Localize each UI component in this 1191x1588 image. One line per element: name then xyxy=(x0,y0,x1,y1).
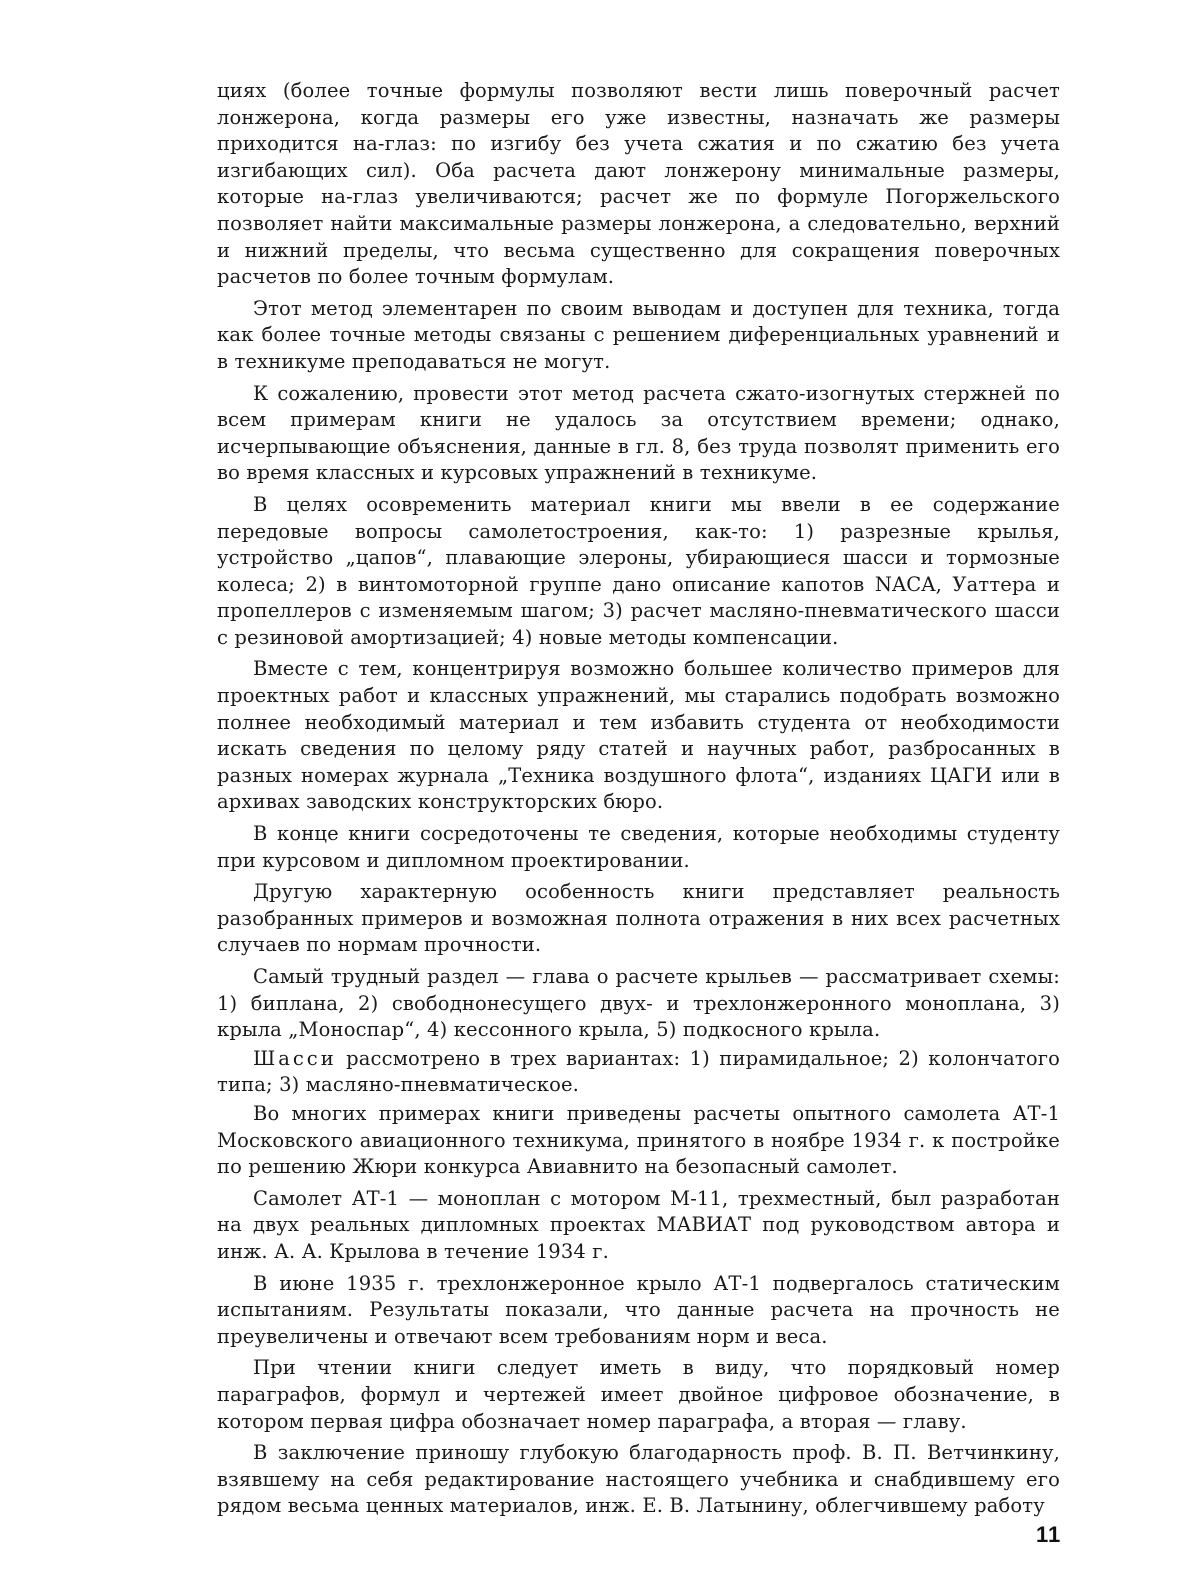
page-number: 11 xyxy=(1036,1522,1062,1547)
spaced-word: Шасси xyxy=(253,1046,337,1070)
paragraph-regret: К сожалению, провести этот метод расчета сжато-изогнутых стержней по всем примерам книги не удалось за отсутствием времени; однако, исчерпывающие объяснения, данные в гл. 8, без труда позволят применить его во время классных и курсовых упражнений в техникуме. xyxy=(217,381,1060,485)
paragraph-end-of-book: В конце книги сосредоточены те сведения, которые необходимы студенту при курсовом и дипломном проектировании. xyxy=(217,822,1060,872)
paragraph-acknowledgement: В заключение приношу глубокую благодарность проф. В. П. Ветчинкину, взявшему на себя редактирование настоящего учебника и снабдившему его рядом весьма ценных материалов, инж. Е. В. Латынину, облегчившему работу xyxy=(217,1441,1060,1518)
paragraph-modernization: В целях осовременить материал книги мы ввели в ее содержание передовые вопросы самолетостроения, как-то: 1) разрезные крылья, устройство „цапов“, плавающие элероны, убирающиеся шасси и тормозные колеса; 2) в винтомоторной группе дано описание капотов NACA, Уаттера и пропеллеров с изменяемым шагом; 3) расчет масляно-пневматического шасси с резиновой амортизацией; 4) новые методы компенсации. xyxy=(217,492,1060,649)
page-body xyxy=(217,78,1060,1525)
paragraph-tests: В июне 1935 г. трехлонжеронное крыло АТ-1 подвергалось статическим испытаниям. Результаты показали, что данные расчета на прочность не преувеличены и отвечают всем требованиям норм и веса. xyxy=(217,1271,1060,1348)
paragraph-at1-plane: Самолет АТ-1 — моноплан с мотором М-11, трехместный, был разработан на двух реальных дипломных проектах МАВИАТ под руководством автора и инж. А. А. Крылова в течение 1934 г. xyxy=(217,1186,1060,1263)
paragraph-method: Этот метод элементарен по своим выводам и доступен для техника, тогда как более точные методы связаны с решением диференциальных уравнений и в техникуме преподаваться не могут. xyxy=(217,296,1060,373)
paragraph-landing-gear-text: рассмотрено в трех вариантах: 1) пирамидальное; 2) колончатого типа; 3) масляно-пневматическое. xyxy=(217,1046,1060,1097)
paragraph-wings: Самый трудный раздел — глава о расчете крыльев — рассматривает схемы: 1) биплана, 2) свободнонесущего двух- и трехлонжеронного моноплана, 3) крыла „Моноспар“, 4) кессонного крыла, 5) подкосного крыла. xyxy=(217,965,1060,1042)
paragraph-numbering: При чтении книги следует иметь в виду, что порядковый номер параграфов, формул и чертежей имеет двойное цифровое обозначение, в котором первая цифра обозначает номер параграфа, а вторая — главу. xyxy=(217,1356,1060,1433)
paragraph-at1-examples: Во многих примерах книги приведены расчеты опытного самолета АТ-1 Московского авиационного техникума, принятого в ноябре 1934 г. к постройке по решению Жюри конкурса Авиавнито на безопасный самолет. xyxy=(217,1101,1060,1179)
paragraph-landing-gear xyxy=(217,1046,1060,1099)
paragraph-feature: Другую характерную особенность книги представляет реальность разобранных примеров и возможная полнота отражения в них всех расчетных случаев по нормам прочности. xyxy=(217,880,1060,957)
paragraph-examples: Вместе с тем, концентрируя возможно большее количество примеров для проектных работ и классных упражнений, мы старались подобрать возможно полнее необходимый материал и тем избавить студента от необходимости искать сведения по целому ряду статей и научных работ, разбросанных в разных номерах журнала „Техника воздушного флота“, изданиях ЦАГИ или в архивах заводских конструкторских бюро. xyxy=(217,657,1060,814)
paragraph-continuation: циях (более точные формулы позволяют вести лишь поверочный расчет лонжерона, когда размеры его уже известны, назначать же размеры приходится на-глаз: по изгибу без учета сжатия и по сжатию без учета изгибающих сил). Оба расчета дают лонжерону минимальные размеры, которые на-глаз увеличиваются; расчет же по формуле Погоржельского позволяет найти максимальные размеры лонжерона, а следовательно, верхний и нижний пределы, что весьма существенно для сокращения поверочных расчетов по более точным формулам. xyxy=(217,79,1060,289)
